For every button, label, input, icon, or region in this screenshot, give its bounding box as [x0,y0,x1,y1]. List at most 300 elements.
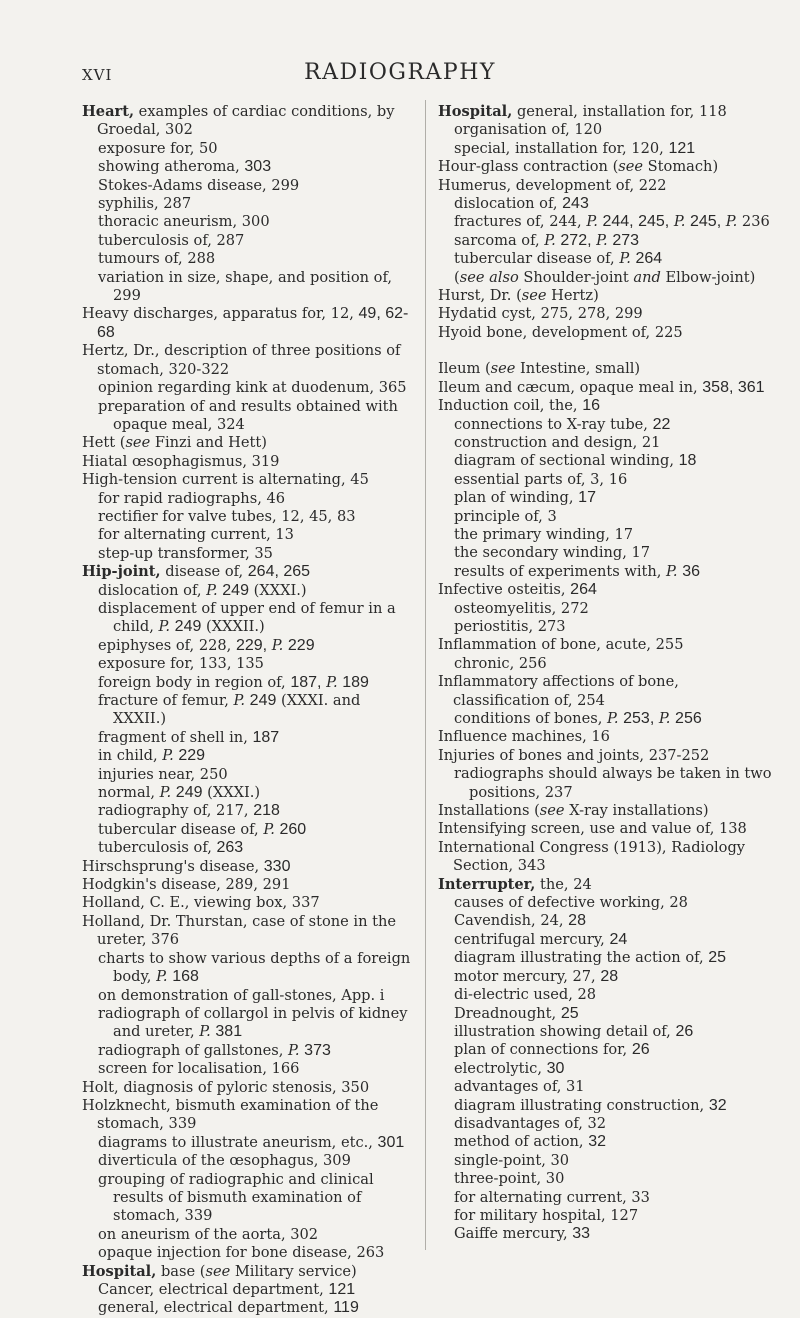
entry-text: tumours of, 288 [98,250,216,268]
entry-text: (XXXI.) [248,581,307,599]
index-entry [438,287,778,305]
entry-text: Hospital, [438,103,513,120]
entry-text: Military service) [230,1262,357,1280]
entry-text: Hyoid bone, development of, 225 [438,323,683,341]
entry-text: for alternating current, 33 [454,1188,650,1206]
entry-text: P. [288,1041,300,1059]
entry-text: 260 [279,820,307,838]
index-subentry [82,1005,415,1042]
index-subentry [438,1041,778,1059]
entry-text: 218 [253,802,280,820]
entry-text: conditions of bones, [454,710,607,727]
entry-text: disadvantages of, 32 [454,1114,607,1132]
entry-text: Cancer, electrical department, [98,1281,329,1298]
entry-text: P. [619,250,631,268]
entry-text: 229 [178,747,206,765]
entry-text: screen for localisation, 166 [98,1060,300,1078]
index-subentry [438,508,778,526]
index-subentry [438,269,778,287]
entry-text: Hirschsprung's disease, [82,857,264,875]
index-subentry [82,802,415,820]
entry-text: 381 [215,1023,243,1041]
index-entry [438,305,778,323]
entry-text: P. [206,581,218,599]
index-entry [82,342,415,379]
entry-text: Heavy discharges, apparatus for, 12, [82,305,359,323]
index-subentry [82,1134,415,1152]
index-entry [82,1097,415,1134]
index-subentry [438,1133,778,1151]
index-subentry [82,232,415,250]
index-entry [438,103,778,121]
entry-text: Inflammation of bone, acute, 255 [438,636,684,654]
index-subentry [438,526,778,544]
index-subentry [82,1281,415,1299]
entry-text: (XXXI.) [202,784,261,802]
entry-text: rectifier for valve tubes, 12, 45, 83 [98,507,356,525]
index-entry [438,379,778,397]
entry-text: 32 [708,1096,727,1114]
entry-text: Influence machines, 16 [438,728,610,746]
index-subentry [82,1244,415,1262]
entry-text: radiographs should always be taken in two positions, 237 [454,765,772,801]
entry-text: Stokes-Adams disease, 299 [98,176,300,194]
entry-text: Hurst, Dr. ( [438,287,522,305]
entry-text: base ( [156,1262,206,1280]
entry-text: dislocation of, [454,195,563,213]
entry-text: 373 [304,1041,331,1059]
entry-text: Shoulder-joint [518,268,634,286]
index-entry [82,563,415,581]
entry-text: 16 [582,397,600,415]
entry-text: Cavendish, 24, [454,912,569,930]
entry-text: illustration showing detail of, [454,1022,676,1040]
entry-text: Ileum ( [438,360,491,378]
entry-text: P. [326,673,338,691]
index-subentry [438,949,778,967]
index-subentry [82,655,415,673]
entry-text: 249 [222,581,249,599]
index-subentry [438,471,778,489]
index-entry [82,1263,415,1281]
index-subentry [438,710,778,728]
entry-text: 264 [635,250,663,268]
entry-text: Interrupter, [438,875,536,893]
entry-text: 28 [600,967,619,985]
index-subentry [82,839,415,857]
entry-text: 189 [342,673,369,691]
entry-text: P. [606,710,619,727]
entry-text: 36 [682,562,700,580]
entry-text: displacement of upper end of femur in a child, [98,599,396,636]
index-subentry [438,765,778,802]
entry-text: causes of defective working, 28 [454,894,688,912]
entry-text: 119 [333,1299,359,1317]
entry-text: exposure for, 133, 135 [98,655,264,673]
entry-text: tubercular disease of, [98,820,264,838]
entry-text: P. [162,747,174,765]
index-entry [438,802,778,820]
entry-text: the, 24 [535,875,592,893]
entry-text: 249 [175,784,203,802]
index-subentry [438,1152,778,1170]
entry-text: 26 [675,1022,694,1040]
entry-text: essential parts of, 3, 16 [454,470,628,488]
entry-text: Holt, diagnosis of pyloric stenosis, 350 [82,1078,370,1096]
index-column-right [438,103,778,1244]
index-subentry [438,618,778,636]
index-subentry [82,1226,415,1244]
entry-text: 24 [609,930,628,948]
entry-text: results of experiments with, [454,562,667,580]
entry-text: and [633,268,661,286]
index-subentry [438,1023,778,1041]
index-entry [438,360,778,378]
entry-text: general, installation for, 118 [512,103,727,120]
index-entry [438,158,778,176]
index-subentry [82,398,415,435]
entry-text: Humerus, development of, 222 [438,176,667,194]
entry-text: principle of, 3 [454,507,557,525]
index-subentry [82,821,415,839]
entry-text: for alternating current, 13 [98,526,294,544]
entry-text: fractures of, 244, [454,213,587,231]
entry-text: 121 [328,1281,356,1298]
entry-text: 187, [290,673,322,691]
entry-text: construction and design, 21 [454,433,661,451]
entry-text: centrifugal mercury, [454,930,610,948]
entry-text: chronic, 256 [454,654,547,672]
entry-text: Hertz) [546,287,599,305]
entry-text: examples of cardiac conditions, by Groedal, 302 [97,103,395,139]
entry-text: in child, [98,747,163,765]
index-entry [82,453,415,471]
entry-text: general, electrical department, [98,1299,334,1317]
entry-text: on aneurism of the aorta, 302 [98,1225,319,1243]
entry-text: 303 [244,158,272,176]
index-subentry [82,582,415,600]
entry-text: the primary winding, 17 [454,525,634,543]
entry-text: 229 [287,636,315,654]
index-subentry [82,766,415,784]
index-subentry [82,269,415,306]
entry-text: 187 [252,728,280,746]
entry-text: P. [158,618,171,636]
index-entry [438,397,778,415]
entry-text: P. [658,710,671,727]
index-subentry [82,508,415,526]
entry-text: P. [596,231,608,249]
entry-text: plan of connections for, [454,1041,632,1059]
entry-text: Ileum and cæcum, opaque meal in, [438,378,703,396]
entry-text: Holzknecht, bismuth examination of the stomach, 339 [82,1096,379,1133]
entry-text: Hip-joint, [82,563,161,581]
entry-text: Gaiffe mercury, [454,1225,573,1243]
entry-text: High-tension current is alternating, 45 [82,471,369,489]
entry-text: 263 [216,839,244,857]
entry-text: for rapid radiographs, 46 [98,489,286,507]
entry-text: thoracic aneurism, 300 [98,213,270,231]
index-subentry [438,600,778,618]
entry-text: P. [199,1023,211,1041]
entry-text: Dreadnought, [454,1004,561,1022]
index-subentry [82,545,415,563]
index-subentry [438,1189,778,1207]
entry-text: 17 [578,489,596,507]
index-subentry [438,1097,778,1115]
index-subentry [438,1078,778,1096]
entry-text: preparation of and results obtained with opaque meal, 324 [98,397,398,433]
entry-text: Hodgkin's disease, 289, 291 [82,876,291,894]
index-subentry [82,950,415,987]
entry-text: step-up transformer, 35 [98,544,273,562]
entry-text: the secondary winding, 17 [454,544,651,562]
index-entry [82,1079,415,1097]
index-group-gap [438,342,778,360]
entry-text: showing atheroma, [98,158,245,176]
entry-text: fragment of shell in, [98,728,253,746]
entry-text: on demonstration of gall-stones, App. i [98,986,385,1004]
index-subentry [82,195,415,213]
index-entry [438,581,778,599]
index-entry [82,103,415,140]
entry-text: Intestine, small) [515,360,641,378]
entry-text: for military hospital, 127 [454,1206,639,1224]
entry-text: see also [459,268,519,286]
index-subentry [82,158,415,176]
entry-text: P. [159,784,172,802]
entry-text: diagram illustrating construction, [454,1096,709,1114]
entry-text: P. [586,213,598,231]
entry-text: P. [725,213,738,231]
entry-text: 358, 361 [702,378,765,396]
entry-text: Holland, C. E., viewing box, 337 [82,894,320,912]
index-subentry [438,140,778,158]
entry-text: opinion regarding kink at duodenum, 365 [98,379,407,397]
entry-text: see [490,360,516,378]
index-subentry [438,655,778,673]
index-subentry [82,1042,415,1060]
index-subentry [438,121,778,139]
entry-text: P. [263,820,275,838]
entry-text: P. [233,692,246,709]
entry-text: radiography of, 217, [98,802,254,820]
index-subentry [438,1207,778,1225]
entry-text: 49, 62-68 [97,305,409,341]
entry-text: 249 [174,618,202,636]
entry-text: radiograph of collargol in pelvis of kidney and ureter, [98,1004,408,1041]
entry-text: P. [673,213,686,231]
entry-text: 28 [568,912,586,930]
entry-text: electrolytic, [454,1059,547,1077]
index-subentry [438,912,778,930]
index-subentry [82,250,415,268]
entry-text: Finzi and Hett) [150,434,267,452]
index-entry [438,636,778,654]
entry-text: disease of, [160,563,248,581]
entry-text: 256 [675,710,702,727]
entry-text: (XXXI. and XXXII.) [113,692,361,728]
entry-text: 236 [737,213,770,231]
index-subentry [438,544,778,562]
index-entry [438,839,778,876]
index-subentry [82,1299,415,1317]
entry-text: normal, [98,784,160,802]
entry-text: 168 [172,968,199,986]
entry-text: charts to show various depths of a foreign body, [98,949,411,986]
entry-text: 245, [690,213,722,231]
entry-text: grouping of radiographic and clinical results of bismuth examination of stomach, 339 [98,1170,374,1225]
entry-text: 25 [708,949,727,967]
index-entry [438,876,778,894]
entry-text: 330 [263,857,291,875]
index-subentry [82,692,415,729]
entry-text: International Congress (1913), Radiology Section, 343 [438,838,746,875]
entry-text: Stomach) [643,158,719,176]
index-subentry [82,600,415,637]
index-subentry [82,177,415,195]
page-header [0,60,800,90]
index-entry [82,858,415,876]
index-subentry [438,250,778,268]
entry-text: Induction coil, the, [438,397,583,415]
index-entry [82,471,415,489]
entry-text: P. [271,636,284,654]
index-subentry [438,1005,778,1023]
index-subentry [438,931,778,949]
entry-text: Hour-glass contraction ( [438,158,619,176]
index-subentry [82,747,415,765]
index-subentry [82,637,415,655]
index-subentry [82,987,415,1005]
entry-text: P. [544,231,556,249]
entry-text: 301 [377,1133,405,1151]
index-entry [82,876,415,894]
entry-text: Holland, Dr. Thurstan, case of stone in the ureter, 376 [82,912,397,949]
entry-text: osteomyelitis, 272 [454,599,589,617]
entry-text: 253, [623,710,655,727]
index-subentry [82,1152,415,1170]
entry-text: 229, [235,636,268,654]
index-subentry [438,894,778,912]
entry-text: advantages of, 31 [454,1078,585,1096]
entry-text: Hertz, Dr., description of three positions of stomach, 320-322 [82,342,401,378]
entry-text: motor mercury, 27, [454,967,601,985]
entry-text: Hydatid cyst, 275, 278, 299 [438,305,643,323]
index-subentry [82,674,415,692]
running-title: RADIOGRAPHY [304,60,496,85]
entry-text: X-ray installations) [564,802,709,820]
index-subentry [82,490,415,508]
index-subentry [438,213,778,231]
entry-text: connections to X-ray tube, [454,415,653,433]
index-subentry [438,563,778,581]
index-subentry [438,232,778,250]
index-subentry [438,1060,778,1078]
entry-text: 25 [560,1004,579,1022]
entry-text: Hiatal œsophagismus, 319 [82,452,280,470]
index-subentry [82,379,415,397]
entry-text: variation in size, shape, and position of, 299 [98,268,392,305]
index-subentry [82,784,415,802]
index-subentry [82,1060,415,1078]
entry-text: 30 [546,1059,565,1077]
entry-text: 264, 265 [247,563,311,581]
entry-text: periostitis, 273 [454,617,566,635]
entry-text: tuberculosis of, 287 [98,231,245,249]
entry-text: dislocation of, [98,581,207,599]
entry-text: 244, 245, [602,213,670,231]
index-subentry [438,195,778,213]
column-divider [425,100,426,1250]
index-subentry [82,729,415,747]
entry-text: single-point, 30 [454,1151,570,1169]
entry-text: see [539,802,565,820]
entry-text: opaque injection for bone disease, 263 [98,1244,385,1262]
entry-text: special, installation for, 120, [454,139,669,157]
entry-text: Heart, [82,103,135,120]
entry-text: P. [666,562,678,580]
entry-text: injuries near, 250 [98,765,228,783]
entry-text: exposure for, 50 [98,139,218,157]
entry-text: diagram illustrating the action of, [454,949,709,967]
index-subentry [438,1225,778,1243]
index-subentry [82,213,415,231]
entry-text: radiograph of gallstones, [98,1041,289,1059]
entry-text: see [125,434,151,452]
entry-text: 32 [588,1133,606,1151]
entry-text: tubercular disease of, [454,250,620,268]
entry-text: Elbow-joint) [660,268,756,286]
index-entry [82,894,415,912]
entry-text: Hett ( [82,434,126,452]
entry-text: 18 [678,452,697,470]
entry-text: 264 [570,581,597,599]
index-entry [438,324,778,342]
index-column-left [82,103,415,1318]
entry-text: 33 [572,1225,591,1243]
entry-text: Inflammatory affections of bone, classification of, 254 [438,673,679,709]
entry-text: diagram of sectional winding, [454,452,679,470]
index-entry [438,177,778,195]
entry-text: Installations ( [438,802,540,820]
index-subentry [438,986,778,1004]
index-subentry [438,1115,778,1133]
index-entry [82,434,415,452]
entry-text: (XXXII.) [201,618,265,636]
index-entry [82,913,415,950]
index-subentry [438,416,778,434]
entry-text: 249 [249,692,277,709]
entry-text: Hospital, [82,1262,157,1280]
index-subentry [438,1170,778,1188]
entry-text: epiphyses of, 228, [98,636,236,654]
index-subentry [82,140,415,158]
entry-text: syphilis, 287 [98,195,192,213]
entry-text: Injuries of bones and joints, 237-252 [438,746,710,764]
index-entry [438,820,778,838]
entry-text: see [618,158,644,176]
entry-text: Intensifying screen, use and value of, 138 [438,820,747,838]
index-entry [438,728,778,746]
index-subentry [82,526,415,544]
index-subentry [438,452,778,470]
entry-text: method of action, [454,1133,589,1151]
entry-text: see [205,1262,231,1280]
index-entry [82,305,415,342]
entry-text: sarcoma of, [454,231,545,249]
index-subentry [82,1171,415,1226]
